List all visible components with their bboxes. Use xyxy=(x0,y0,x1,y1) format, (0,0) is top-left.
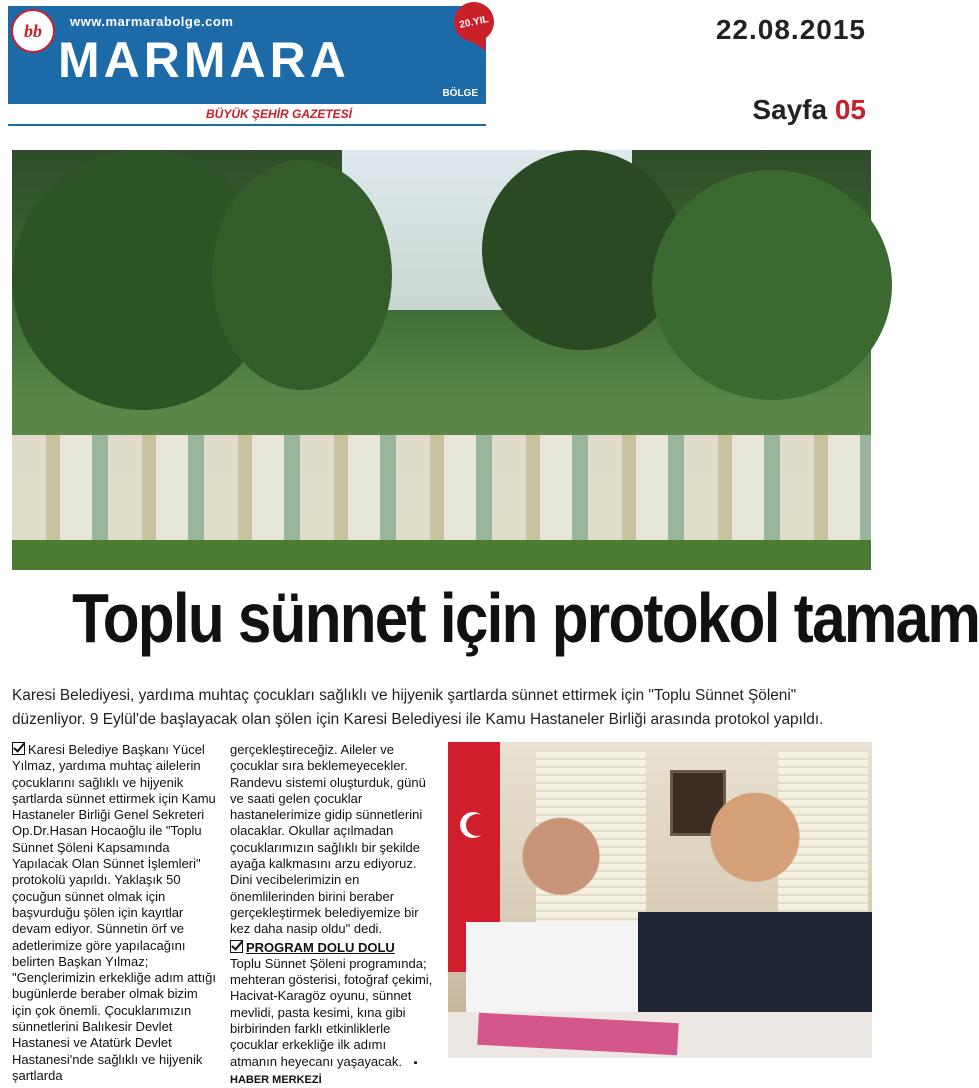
column-2b-text: Toplu Sünnet Şöleni programında; mehteran gösterisi, fotoğraf çekimi, Hacivat-Karagöz oyunu, sünnet mevlidi, pasta kesimi, kına gibi birbirinden farklı etkinliklerle çocuklar erkekliğe ilk adımı atmanın heyecanı yaşayacak. xyxy=(230,955,433,1069)
photo-tree xyxy=(212,160,392,390)
masthead xyxy=(8,6,486,104)
signing-photo xyxy=(448,742,872,1058)
column-2-text: gerçekleştireceğiz. Aileler ve çocuklar sıra beklemeyecekler. Randevu sistemi oluşturduk, günü ve saati gelen çocuklar hastanelerimize gidip sünnetlerini olacaklar. Okullar açılmadan çocuklarımızın sağlıklı bir şekilde ayağa kalkmasını arzu ediyoruz. Dini vecibelerimizin en önemlilerinden birini beraber gerçekleştirmek belediyemize bir kez daha nasip oldu" dedi. xyxy=(230,742,426,937)
page-label-number: 05 xyxy=(834,94,866,125)
logo-icon: bb xyxy=(11,9,55,53)
tagline: BÜYÜK ŞEHİR GAZETESİ xyxy=(206,107,353,121)
anniversary-badge: 20.YIL xyxy=(450,0,497,46)
issue-date: 22.08.2015 xyxy=(715,14,866,45)
page-number xyxy=(752,94,866,126)
site-url: www.marmarabolge.com xyxy=(70,14,234,29)
headline: Toplu sünnet için protokol tamam xyxy=(72,579,979,657)
byline-text: HABER MERKEZİ xyxy=(230,1073,322,1086)
brand-sub: BÖLGE xyxy=(442,88,478,99)
article-column-1 xyxy=(12,742,218,1084)
photo-tree xyxy=(652,170,892,400)
check-icon xyxy=(230,940,243,953)
lead-paragraph: Karesi Belediyesi, yardıma muhtaç çocukları sağlıklı ve hijyenik şartlarda sünnet ettirmek için "Toplu Sünnet Şöleni" düzenliyor. 9 Eylül'de başlayacak olan şölen için Karesi Belediyesi ile Kamu Hastaneler Birliği arasında protokol yapıldı. xyxy=(12,687,824,728)
photo-tree xyxy=(482,150,682,350)
masthead-rule xyxy=(8,124,486,126)
subheading-text: PROGRAM DOLU DOLU xyxy=(246,939,395,955)
subheading xyxy=(230,940,434,956)
brand-name: MARMARA xyxy=(58,32,350,88)
check-icon xyxy=(12,742,25,755)
group-photo xyxy=(12,150,871,570)
article-column-2 xyxy=(230,742,434,1088)
column-1-text: Karesi Belediye Başkanı Yücel Yılmaz, yardıma muhtaç ailelerin çocuklarını sağlıklı ve hijyenik şartlarda sünnet ettirmek için Kamu Hastaneler Birliği Genel Sekreteri Op.Dr.Hasan Hocaoğlu ile "Toplu Sünnet Şöleni Kapsamında Yapılacak Olan Sünnet İşlemleri" protokolü yapıldı. Yaklaşık 50 çocuğun sünnet olmak için başvurduğu şölen için kayıtlar devam ediyor. Sünnetin örf ve adetlerimize göre yapılacağını belirten Başkan Yılmaz; "Gençlerimizin erkekliğe adım attığı bugünlerde beraber olmak bizim için çok önemli. Çocuklarımızın sünnetlerini Balıkesir Devlet Hastanesi ve Atatürk Devlet Hastanesi'nde sağlıklı ve hijyenik şartlarda xyxy=(12,742,217,1083)
page-label-text: Sayfa xyxy=(752,94,828,125)
byline: ▪ HABER MERKEZİ xyxy=(230,1056,418,1086)
photo-grass xyxy=(12,540,871,570)
